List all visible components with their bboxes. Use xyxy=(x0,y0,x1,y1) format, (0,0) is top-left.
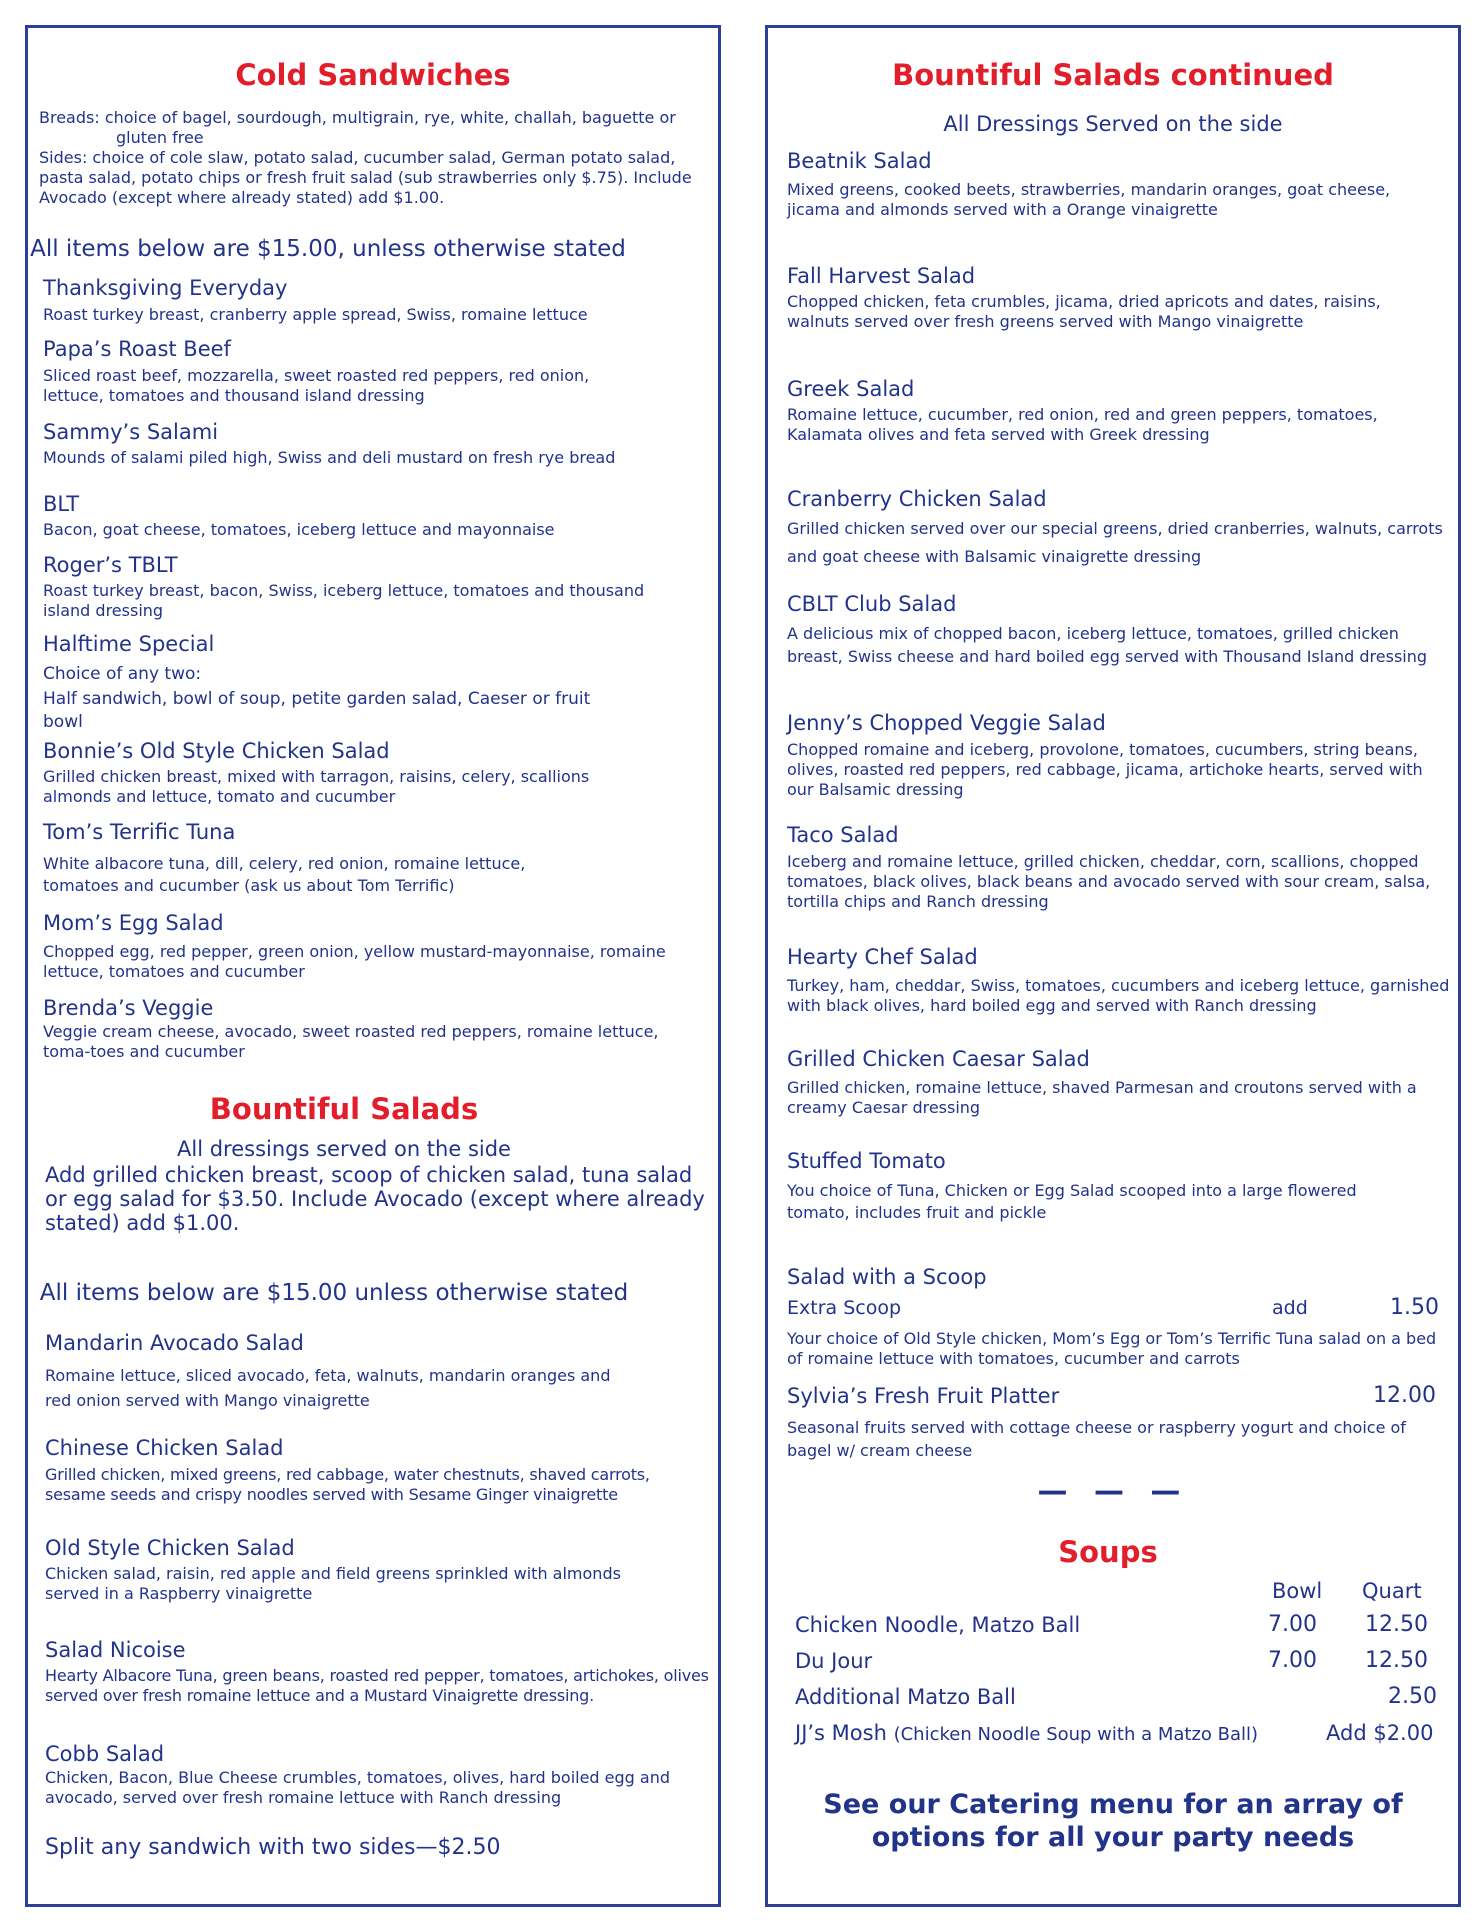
sandwich-name: Bonnie’s Old Style Chicken Salad xyxy=(43,739,390,763)
soups-title: Soups xyxy=(1058,1535,1158,1569)
salad-name: Salad Nicoise xyxy=(45,1638,186,1662)
salad-desc: Turkey, ham, cheddar, Swiss, tomatoes, cucumbers and iceberg lettuce, garnished with black olives, hard boiled egg and served with Ranch dressing xyxy=(787,976,1450,1015)
soup-quart-price: 12.50 xyxy=(1365,1648,1428,1673)
salad-desc: Romaine lettuce, cucumber, red onion, red and green peppers, tomatoes, Kalamata olives and feta served with Greek dressing xyxy=(787,405,1378,444)
sandwich-name: Roger’s TBLT xyxy=(43,553,178,577)
fruit-platter-desc: Seasonal fruits served with cottage cheese or raspberry yogurt and choice of bagel w/ cream cheese xyxy=(787,1418,1406,1460)
salad-name: Cobb Salad xyxy=(45,1742,165,1766)
salad-desc: Grilled chicken, romaine lettuce, shaved Parmesan and croutons served with a creamy Caesar dressing xyxy=(787,1078,1417,1117)
scoop-salad-desc: Your choice of Old Style chicken, Mom’s Egg or Tom’s Terrific Tuna salad on a bed of romaine lettuce with tomatoes, cucumber and carrots xyxy=(787,1329,1437,1368)
salad-name: Fall Harvest Salad xyxy=(787,264,976,288)
salad-name: CBLT Club Salad xyxy=(787,592,957,616)
soup-bowl-price: 7.00 xyxy=(1268,1612,1317,1637)
salad-name: Taco Salad xyxy=(787,823,899,847)
salad-desc: Chopped chicken, feta crumbles, jicama, dried apricots and dates, raisins, walnuts served over fresh greens served with Mango vinaigrette xyxy=(787,292,1381,331)
sandwich-desc: Grilled chicken breast, mixed with tarragon, raisins, celery, scallions almonds and lettuce, tomato and cucumber xyxy=(43,767,590,806)
bountiful-salads-title: Bountiful Salads xyxy=(209,1092,479,1126)
salad-name: Beatnik Salad xyxy=(787,149,932,173)
sides-text: Sides: choice of cole slaw, potato salad, cucumber salad, German potato salad, pasta salad, potato chips or fresh fruit salad (sub strawberries only $.75). Include Avocado (except where already stated) add $1.00. xyxy=(39,148,692,207)
mosh-price: Add $2.00 xyxy=(1326,1721,1434,1745)
breads-line-1: Breads: choice of bagel, sourdough, multigrain, rye, white, challah, baguette or xyxy=(39,108,676,127)
sandwich-desc: Choice of any two: xyxy=(43,664,202,684)
sandwich-desc: Bacon, goat cheese, tomatoes, iceberg lettuce and mayonnaise xyxy=(43,520,555,539)
sandwich-name: Papa’s Roast Beef xyxy=(43,337,231,361)
sandwich-desc: Roast turkey breast, cranberry apple spread, Swiss, romaine lettuce xyxy=(43,305,588,324)
sandwich-name: Brenda’s Veggie xyxy=(43,996,214,1020)
salad-desc: You choice of Tuna, Chicken or Egg Salad scooped into a large flowered tomato, includes fruit and pickle xyxy=(787,1181,1357,1222)
salad-name: Old Style Chicken Salad xyxy=(45,1536,295,1560)
soup-quart-price: 12.50 xyxy=(1365,1612,1428,1637)
extra-scoop-label: Extra Scoop xyxy=(787,1297,902,1319)
salad-name: Hearty Chef Salad xyxy=(787,945,978,969)
salad-name: Greek Salad xyxy=(787,377,915,401)
scoop-salad-name: Salad with a Scoop xyxy=(787,1265,987,1289)
sandwich-desc: White albacore tuna, dill, celery, red onion, romaine lettuce, tomatoes and cucumber (ask us about Tom Terrific) xyxy=(43,854,526,895)
section-divider: — — — xyxy=(1037,1474,1189,1509)
soup-name: Du Jour xyxy=(795,1649,873,1673)
salad-name: Stuffed Tomato xyxy=(787,1149,946,1173)
add-chicken-note: Add grilled chicken breast, scoop of chicken salad, tuna salad or egg salad for $3.50. Include Avocado (except where already stated) add $1.00. xyxy=(45,1163,705,1235)
sandwich-name: Thanksgiving Everyday xyxy=(43,276,288,300)
salad-desc: A delicious mix of chopped bacon, iceberg lettuce, tomatoes, grilled chicken breast, Swiss cheese and hard boiled egg served with Thousand Island dressing xyxy=(787,624,1428,666)
fruit-platter-name: Sylvia’s Fresh Fruit Platter xyxy=(787,1384,1060,1408)
all-items-note-2: All items below are $15.00 unless otherwise stated xyxy=(39,1280,629,1306)
salad-name: Chinese Chicken Salad xyxy=(45,1436,284,1460)
sandwich-desc: Mounds of salami piled high, Swiss and deli mustard on fresh rye bread xyxy=(43,448,616,467)
salad-desc: Iceberg and romaine lettuce, grilled chicken, cheddar, corn, scallions, chopped tomatoes, black olives, black beans and avocado served with sour cream, salsa, tortilla chips and Ranch dressing xyxy=(787,852,1431,911)
halftime-options: Half sandwich, bowl of soup, petite garden salad, Caeser or fruit bowl xyxy=(43,689,591,732)
split-sandwich-note: Split any sandwich with two sides—$2.50 xyxy=(45,1835,501,1860)
salad-name: Mandarin Avocado Salad xyxy=(45,1331,304,1355)
extra-scoop-add: add xyxy=(1272,1297,1308,1319)
soups-bowl-header: Bowl xyxy=(1272,1579,1323,1603)
sandwich-desc: Sliced roast beef, mozzarella, sweet roasted red peppers, red onion, lettuce, tomatoes and thousand island dressing xyxy=(43,366,590,405)
mosh-detail: (Chicken Noodle Soup with a Matzo Ball) xyxy=(893,1724,1259,1745)
sandwich-desc: Veggie cream cheese, avocado, sweet roasted red peppers, romaine lettuce, toma-toes and cucumber xyxy=(43,1022,659,1061)
salad-name: Grilled Chicken Caesar Salad xyxy=(787,1047,1090,1071)
sandwich-name: Tom’s Terrific Tuna xyxy=(43,820,236,844)
catering-note: See our Catering menu for an array of options for all your party needs xyxy=(823,1789,1403,1853)
sandwich-name: Halftime Special xyxy=(43,632,215,656)
salads-continued-title: Bountiful Salads continued xyxy=(892,58,1334,92)
salad-desc: Grilled chicken served over our special greens, dried cranberries, walnuts, carrots and goat cheese with Balsamic vinaigrette dressing xyxy=(787,519,1443,566)
sandwich-desc: Roast turkey breast, bacon, Swiss, iceberg lettuce, tomatoes and thousand island dressing xyxy=(43,581,645,620)
salad-desc: Mixed greens, cooked beets, strawberries, mandarin oranges, goat cheese, jicama and almonds served with a Orange vinaigrette xyxy=(787,180,1391,219)
salad-desc: Hearty Albacore Tuna, green beans, roasted red pepper, tomatoes, artichokes, olives served over fresh romaine lettuce and a Mustard Vinaigrette dressing. xyxy=(45,1666,709,1705)
salad-desc: Grilled chicken, mixed greens, red cabbage, water chestnuts, shaved carrots, sesame seeds and crispy noodles served with Sesame Ginger vinaigrette xyxy=(45,1465,650,1504)
cold-sandwiches-title: Cold Sandwiches xyxy=(235,58,511,92)
soups-quart-header: Quart xyxy=(1362,1579,1422,1603)
fruit-platter-price: 12.00 xyxy=(1373,1383,1436,1408)
right-menu-panel xyxy=(765,25,1461,1907)
salad-name: Cranberry Chicken Salad xyxy=(787,487,1047,511)
mosh-name: JJ’s Mosh xyxy=(795,1721,887,1745)
sandwich-name: Mom’s Egg Salad xyxy=(43,911,224,935)
salad-name: Jenny’s Chopped Veggie Salad xyxy=(787,711,1106,735)
extra-scoop-price: 1.50 xyxy=(1390,1295,1439,1320)
dressings-note: All dressings served on the side xyxy=(177,1137,511,1161)
salad-desc: Chicken, Bacon, Blue Cheese crumbles, tomatoes, olives, hard boiled egg and avocado, served over fresh romaine lettuce with Ranch dressing xyxy=(45,1768,671,1807)
salad-desc: Romaine lettuce, sliced avocado, feta, walnuts, mandarin oranges and red onion served with Mango vinaigrette xyxy=(45,1366,611,1410)
all-items-note-1: All items below are $15.00, unless otherwise stated xyxy=(30,236,626,262)
left-menu-panel xyxy=(25,25,721,1907)
salad-desc: Chopped romaine and iceberg, provolone, tomatoes, cucumbers, string beans, olives, roasted red peppers, red cabbage, jicama, artichoke hearts, served with our Balsamic dressing xyxy=(787,740,1423,799)
mosh-row xyxy=(795,1721,1258,1745)
salad-desc: Chicken salad, raisin, red apple and field greens sprinkled with almonds served in a Raspberry vinaigrette xyxy=(45,1564,621,1603)
soup-bowl-price: 7.00 xyxy=(1268,1648,1317,1673)
sandwich-desc: Chopped egg, red pepper, green onion, yellow mustard-mayonnaise, romaine lettuce, tomatoes and cucumber xyxy=(43,942,666,981)
breads-line-2: gluten free xyxy=(116,128,204,147)
sandwich-name: Sammy’s Salami xyxy=(43,420,219,444)
sandwich-name: BLT xyxy=(43,492,80,516)
dressings-note-right: All Dressings Served on the side xyxy=(943,112,1283,136)
soup-name: Additional Matzo Ball xyxy=(795,1685,1016,1709)
soup-name: Chicken Noodle, Matzo Ball xyxy=(795,1613,1081,1637)
soup-quart-price: 2.50 xyxy=(1388,1684,1437,1709)
